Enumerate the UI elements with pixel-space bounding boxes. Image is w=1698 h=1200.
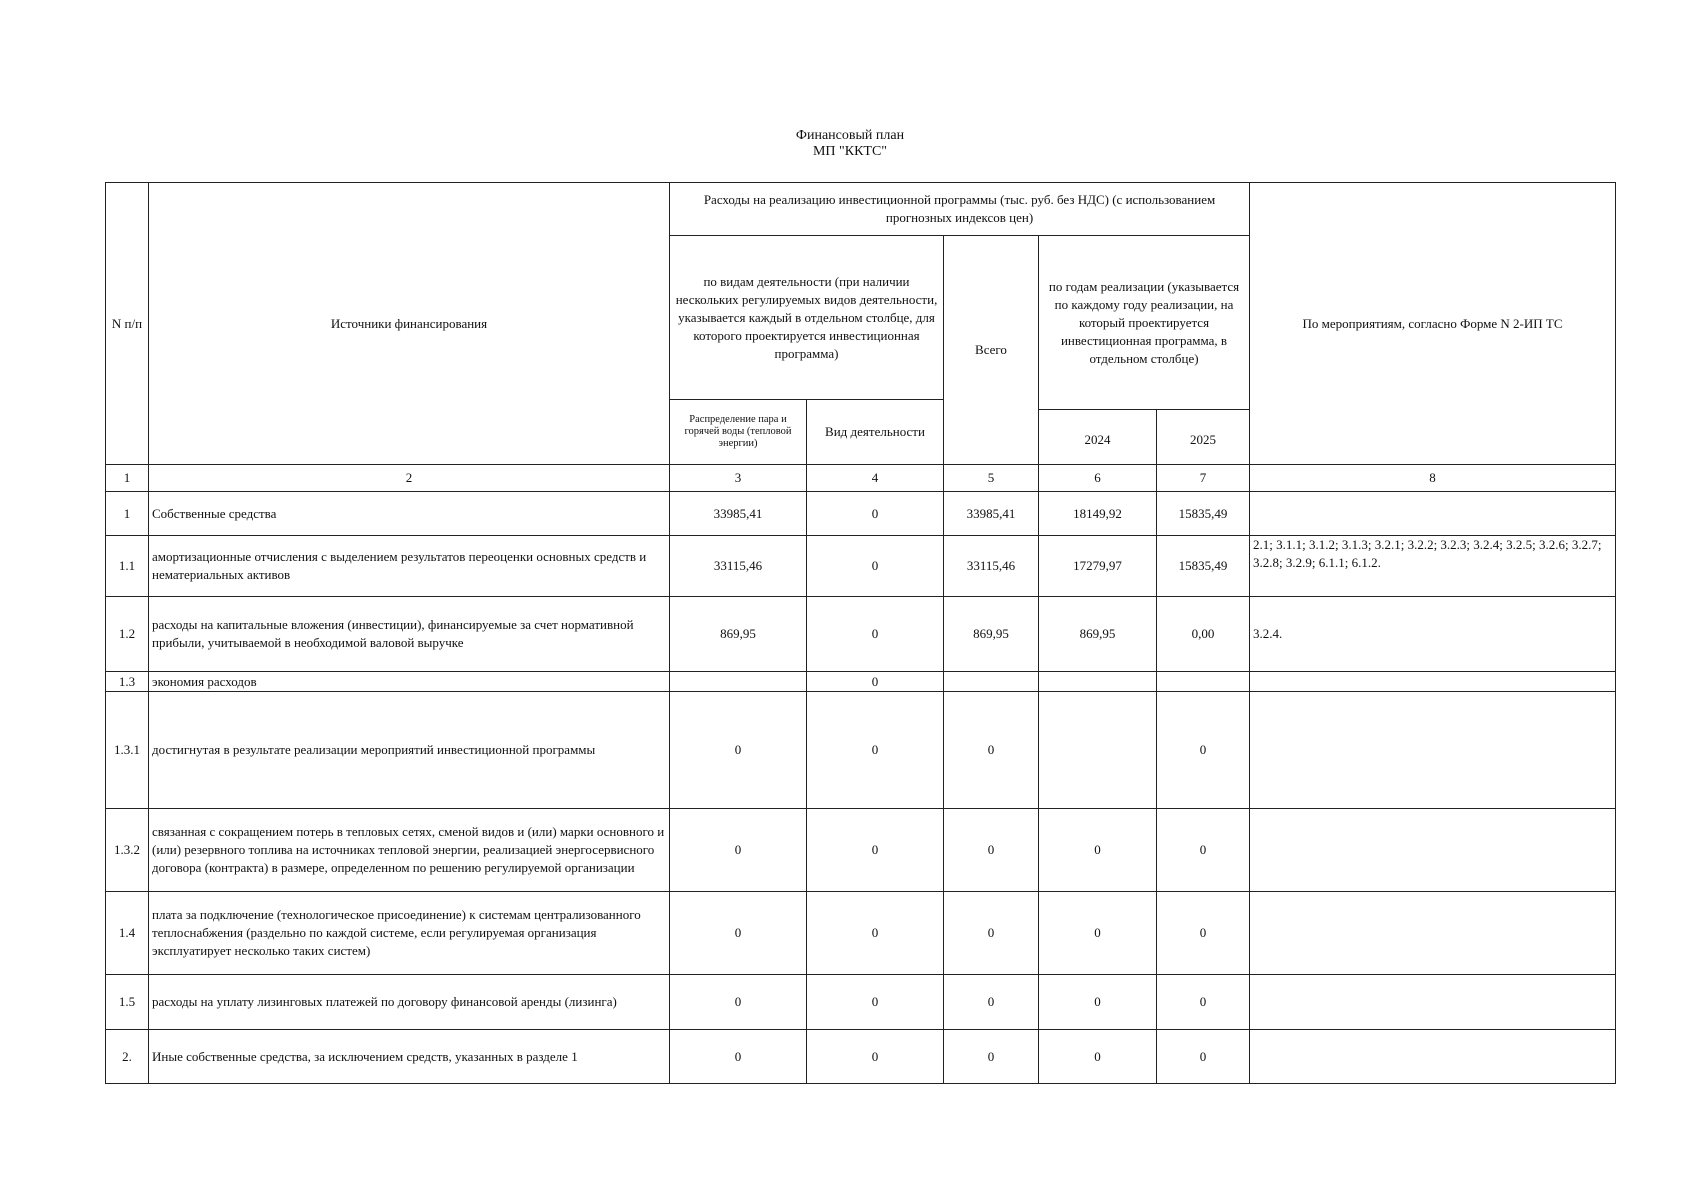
cell-year-2024: 18149,92 [1039,492,1157,536]
document-title [0,128,1698,160]
header-total: Всего [944,236,1039,465]
cell-year-2025: 0 [1157,692,1250,809]
table-row [106,597,1616,672]
header-activity-type: Вид деятельности [807,400,944,465]
cell-activity-type: 0 [807,597,944,672]
cell-activity-heat: 0 [670,892,807,975]
cell-measures [1250,1030,1616,1084]
cell-activity-type: 0 [807,492,944,536]
row-number: 1.4 [106,892,149,975]
row-source: расходы на уплату лизинговых платежей по договору финансовой аренды (лизинга) [149,975,670,1030]
table-row [106,672,1616,692]
cell-year-2025: 0 [1157,809,1250,892]
header-by-activity: по видам деятельности (при наличии нескольких регулируемых видов деятельности, указывается каждый в отдельном столбце, для которого проектируется инвестиционная программа) [670,236,944,400]
cell-measures: 2.1; 3.1.1; 3.1.2; 3.1.3; 3.2.1; 3.2.2; 3.2.3; 3.2.4; 3.2.5; 3.2.6; 3.2.7; 3.2.8; 3.2.9; 6.1.1; 6.1.2. [1250,536,1616,597]
cell-year-2025: 0 [1157,975,1250,1030]
title-line-2: МП "ККТС" [812,144,888,159]
row-source: достигнутая в результате реализации мероприятий инвестиционной программы [149,692,670,809]
header-year-2024: 2024 [1039,410,1157,465]
row-source: связанная с сокращением потерь в тепловых сетях, сменой видов и (или) марки основного и (или) резервного топлива на источниках тепловой энергии, реализацией энергосервисного договора (контракта) в размере, определенном по решению регулируемой организации [149,809,670,892]
col-number: 7 [1157,465,1250,492]
cell-activity-type: 0 [807,892,944,975]
row-number: 1.3 [106,672,149,692]
header-year-2025: 2025 [1157,410,1250,465]
table-row [106,975,1616,1030]
cell-year-2025: 15835,49 [1157,536,1250,597]
header-expenses: Расходы на реализацию инвестиционной программы (тыс. руб. без НДС) (с использованием прогнозных индексов цен) [670,183,1250,236]
cell-total: 0 [944,975,1039,1030]
cell-activity-heat: 33115,46 [670,536,807,597]
cell-measures [1250,672,1616,692]
col-number: 1 [106,465,149,492]
row-number: 1 [106,492,149,536]
cell-year-2024 [1039,692,1157,809]
row-number: 1.3.2 [106,809,149,892]
cell-measures [1250,975,1616,1030]
row-number: 1.2 [106,597,149,672]
col-number: 3 [670,465,807,492]
cell-activity-heat: 0 [670,692,807,809]
cell-year-2024 [1039,672,1157,692]
row-number: 1.5 [106,975,149,1030]
cell-activity-type: 0 [807,1030,944,1084]
cell-total: 0 [944,892,1039,975]
cell-year-2024: 0 [1039,975,1157,1030]
cell-activity-type: 0 [807,672,944,692]
col-number: 2 [149,465,670,492]
cell-total: 33985,41 [944,492,1039,536]
header-by-year: по годам реализации (указывается по каждому году реализации, на который проектируется инвестиционная программа, в отдельном столбце) [1039,236,1250,410]
table-row [106,492,1616,536]
header-source: Источники финансирования [149,183,670,465]
col-number: 8 [1250,465,1616,492]
cell-activity-heat: 0 [670,975,807,1030]
row-number: 1.1 [106,536,149,597]
cell-year-2025: 15835,49 [1157,492,1250,536]
cell-year-2024: 869,95 [1039,597,1157,672]
cell-year-2025: 0 [1157,892,1250,975]
cell-year-2025: 0 [1157,1030,1250,1084]
cell-year-2025 [1157,672,1250,692]
header-measures: По мероприятиям, согласно Форме N 2-ИП ТС [1250,183,1616,465]
table-row [106,892,1616,975]
cell-measures [1250,492,1616,536]
cell-activity-heat: 0 [670,809,807,892]
row-source: плата за подключение (технологическое присоединение) к системам централизованного теплоснабжения (раздельно по каждой системе, если регулируемая организация эксплуатирует несколько таких систем) [149,892,670,975]
cell-year-2024: 0 [1039,1030,1157,1084]
cell-year-2024: 0 [1039,892,1157,975]
col-number: 4 [807,465,944,492]
cell-activity-type: 0 [807,692,944,809]
cell-measures: 3.2.4. [1250,597,1616,672]
header-activity-heat: Распределение пара и горячей воды (тепловой энергии) [670,400,807,465]
row-number: 1.3.1 [106,692,149,809]
cell-measures [1250,692,1616,809]
table-row [106,809,1616,892]
cell-activity-type: 0 [807,536,944,597]
row-source: экономия расходов [149,672,670,692]
col-number: 5 [944,465,1039,492]
cell-activity-heat [670,672,807,692]
cell-activity-type: 0 [807,809,944,892]
cell-total: 869,95 [944,597,1039,672]
cell-total: 0 [944,692,1039,809]
table-row [106,692,1616,809]
cell-total: 33115,46 [944,536,1039,597]
financial-plan-table [105,182,1616,1084]
cell-total: 0 [944,809,1039,892]
cell-year-2024: 0 [1039,809,1157,892]
row-source: амортизационные отчисления с выделением результатов переоценки основных средств и нематериальных активов [149,536,670,597]
cell-year-2025: 0,00 [1157,597,1250,672]
cell-year-2024: 17279,97 [1039,536,1157,597]
cell-activity-heat: 33985,41 [670,492,807,536]
col-number: 6 [1039,465,1157,492]
cell-activity-heat: 0 [670,1030,807,1084]
cell-measures [1250,892,1616,975]
title-line-1: Финансовый план [795,128,905,143]
cell-measures [1250,809,1616,892]
row-source: Собственные средства [149,492,670,536]
cell-total [944,672,1039,692]
cell-activity-type: 0 [807,975,944,1030]
cell-activity-heat: 869,95 [670,597,807,672]
row-source: расходы на капитальные вложения (инвестиции), финансируемые за счет нормативной прибыли, учитываемой в необходимой валовой выручке [149,597,670,672]
table-row [106,1030,1616,1084]
cell-total: 0 [944,1030,1039,1084]
header-num: N п/п [106,183,149,465]
table-row [106,536,1616,597]
row-number: 2. [106,1030,149,1084]
row-source: Иные собственные средства, за исключением средств, указанных в разделе 1 [149,1030,670,1084]
